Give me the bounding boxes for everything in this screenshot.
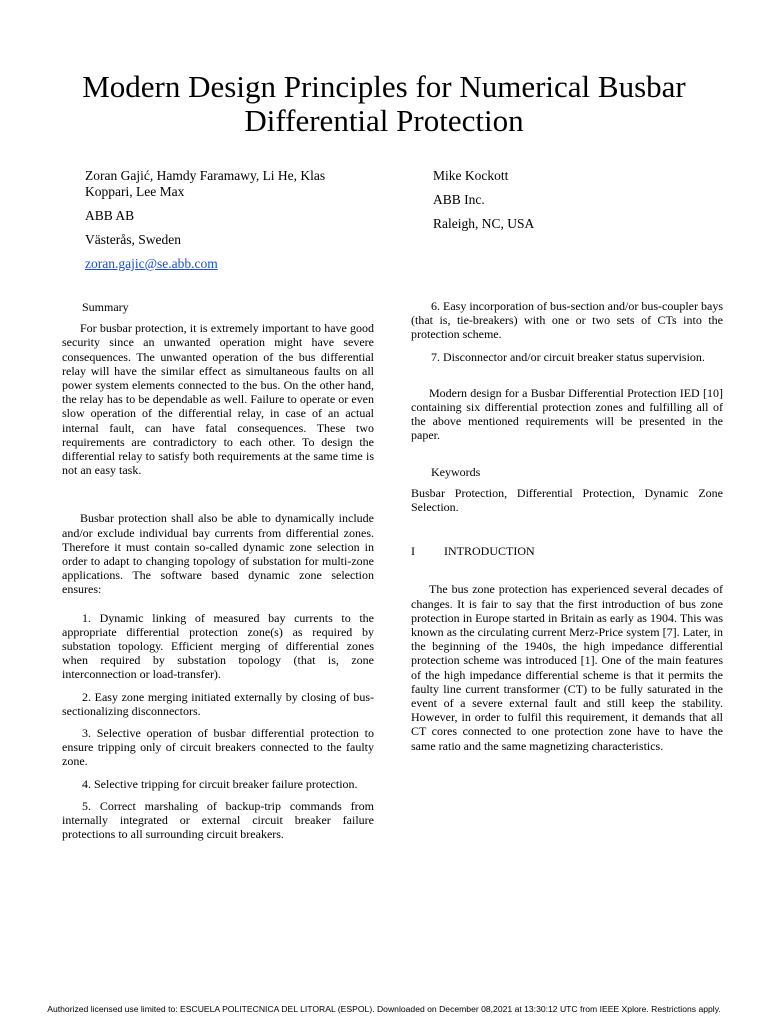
title-line-1: Modern Design Principles for Numerical Busbar [82, 69, 686, 104]
author-names: Zoran Gajić, Hamdy Faramawy, Li He, Klas Koppari, Lee Max [85, 168, 326, 199]
keywords-heading: Keywords [431, 464, 481, 479]
list-item: 3. Selective operation of busbar differential protection to ensure tripping only of circuit breakers connected to the faulty zone. [62, 726, 374, 769]
summary-paragraph-1: For busbar protection, it is extremely important to have good security since an unwanted operation might have severe consequences. The unwanted operation of the bus differential relay will have the similar effect as simultaneous faults on all power system elements connected to the bus. On the other hand, the relay has to be dependable as well. Failure to operate or even slow operation of the differential relay, in case of an actual internal fault, can have fatal consequences. These two requirements are contradictory to each other. To design the differential relay to satisfy both requirements at the same time is not an easy task. [62, 321, 374, 478]
right-column [411, 299, 723, 753]
list-item: 5. Correct marshaling of backup-trip commands from internally integrated or external circuit breaker failure protections to all surrounding circuit breakers. [62, 798, 374, 842]
section-number: I [411, 544, 415, 559]
summary-paragraph-2: Busbar protection shall also be able to dynamically include and/or exclude individual bay currents from differential zones. Therefore it must contain so-called dynamic zone selection in order to adapt to changing topology of substation for multi-zone applications. The software based dynamic zone selection ensures: [62, 511, 374, 597]
license-footer: Authorized licensed use limited to: ESCUELA POLITECNICA DEL LITORAL (ESPOL). Downloaded on December 08,2021 at 13:30:12 UTC from IEEE Xplore. Restrictions apply. [47, 1004, 721, 1014]
title-line-2: Differential Protection [244, 103, 524, 138]
intro-paragraph: The bus zone protection has experienced several decades of changes. It is fair to say that the first introduction of bus zone protection in Europe started in Britain as early as 1904. This was known as the circulating current Merz-Price system [7]. Later, in the beginning of the 1940s, the high impedance differential protection scheme was introduced [1]. One of the main features of the high impedance differential scheme is that it permits the faulty line current transformer (CT) to be fully saturated in the event of a severe external fault and still keep the stability. However, in order to fulfil this requirement, it demands that all CT cores connected to one protection zone have to have the same ratio and the same magnetizing characteristics. [411, 582, 723, 753]
list-item: 7. Disconnector and/or circuit breaker status supervision. [431, 349, 705, 364]
author-organization-right: ABB Inc. [433, 192, 485, 207]
author-location-right: Raleigh, NC, USA [433, 216, 535, 231]
authors-right [433, 168, 693, 232]
summary-heading: Summary [82, 300, 129, 314]
list-item: 4. Selective tripping for circuit breaker failure protection. [82, 776, 358, 791]
author-email-link[interactable]: zoran.gajic@se.abb.com [85, 256, 218, 271]
design-paragraph: Modern design for a Busbar Differential Protection IED [10] containing six differential protection zones and fulfilling all of the above mentioned requirements will be presented in the paper. [411, 385, 723, 443]
author-organization: ABB AB [85, 208, 135, 223]
list-item: 6. Easy incorporation of bus-section and/or bus-coupler bays (that is, tie-breakers) with one or two sets of CTs into the protection scheme. [411, 299, 723, 342]
author-name-right: Mike Kockott [433, 168, 509, 183]
authors-left [85, 168, 355, 272]
section-heading-introduction [411, 544, 723, 558]
list-item: 1. Dynamic linking of measured bay currents to the appropriate differential protection zone(s) as required by substation topology. Efficient merging of differential zones when required by substation topology (that is, zone interconnection or load-transfer). [62, 610, 374, 682]
section-title: INTRODUCTION [444, 544, 535, 559]
left-column [62, 300, 374, 842]
keywords-text: Busbar Protection, Differential Protection, Dynamic Zone Selection. [411, 485, 723, 515]
paper-title [60, 70, 708, 138]
author-location: Västerås, Sweden [85, 232, 181, 247]
list-item: 2. Easy zone merging initiated externally by closing of bus-sectionalizing disconnectors. [62, 689, 374, 718]
